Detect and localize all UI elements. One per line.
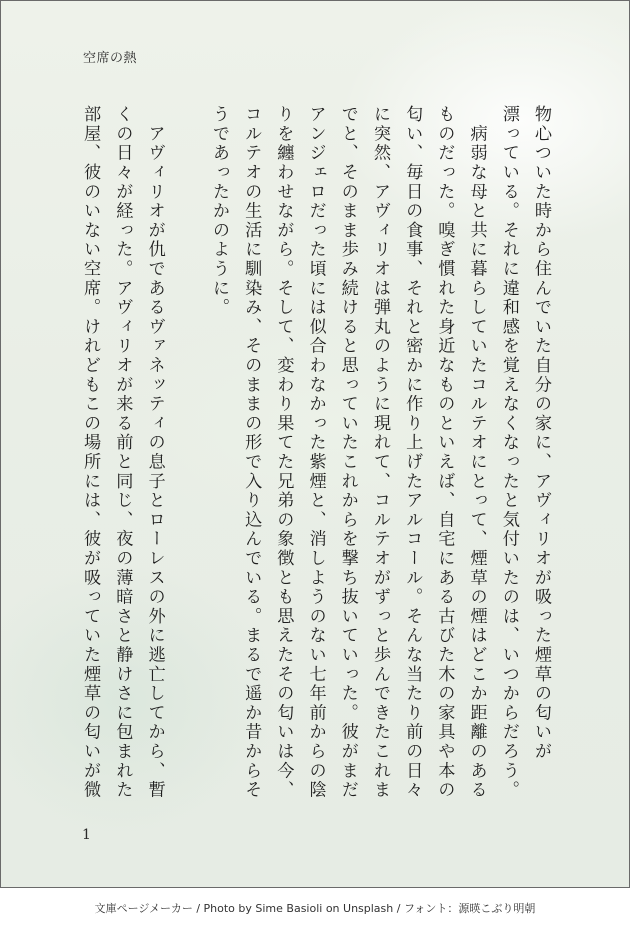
text-line: ものだった。嗅ぎ慣れた身近なものといえば、自宅にある古びた木の家具や本の bbox=[434, 105, 455, 800]
text-line: 物心ついた時から住んでいた自分の家に、アヴィリオが吸った煙草の匂いが bbox=[531, 105, 551, 762]
text-line: アンジェロだった頃には似合わなかった紫煙と、消しようのない七年前からの陰 bbox=[305, 105, 326, 800]
text-line: に突然、アヴィリオは弾丸のように現れて、コルテオがずっと歩んできたこれま bbox=[369, 105, 390, 800]
vertical-body-text bbox=[77, 105, 557, 800]
text-line: 病弱な母と共に暮らしていたコルテオにとって、煙草の煙はどこか距離のある bbox=[466, 105, 487, 800]
chapter-title: 空席の熱 bbox=[83, 51, 138, 66]
footer-credit: 文庫ページメーカー / Photo by Sime Basioli on Unsplash / フォント：源暎こぶり明朝 bbox=[94, 902, 536, 915]
text-line: でと、そのまま歩み続けると思っていたこれからを撃ち抜いていった。彼がまだ bbox=[337, 105, 358, 800]
text-line: くの日々が経った。アヴィリオが来る前と同じ、夜の薄暗さと静けさに包まれた bbox=[112, 105, 133, 800]
blank-line bbox=[171, 105, 203, 795]
text-line: うであったかのように。 bbox=[208, 105, 229, 318]
text-line: アヴィリオが仇であるヴァネッティの息子とローレスの外に逃亡してから、暫 bbox=[144, 105, 165, 800]
text-line: りを纏わせながら。そして、変わり果てた兄弟の象徴とも思えたその匂いは今、 bbox=[273, 105, 294, 800]
text-line: 匂い、毎日の食事、それと密かに作り上げたアルコール。そんな当たり前の日々 bbox=[402, 105, 423, 800]
text-line: 漂っている。それに違和感を覚えなくなったと気付いたのは、いつからだろう。 bbox=[498, 105, 519, 800]
text-line: コルテオの生活に馴染み、そのままの形で入り込んでいる。まるで遥か昔からそ bbox=[241, 105, 262, 800]
page-number: 1 bbox=[82, 827, 91, 843]
text-line: 部屋、彼のいない空席。けれどもこの場所には、彼が吸っていた煙草の匂いが微 bbox=[80, 105, 101, 800]
